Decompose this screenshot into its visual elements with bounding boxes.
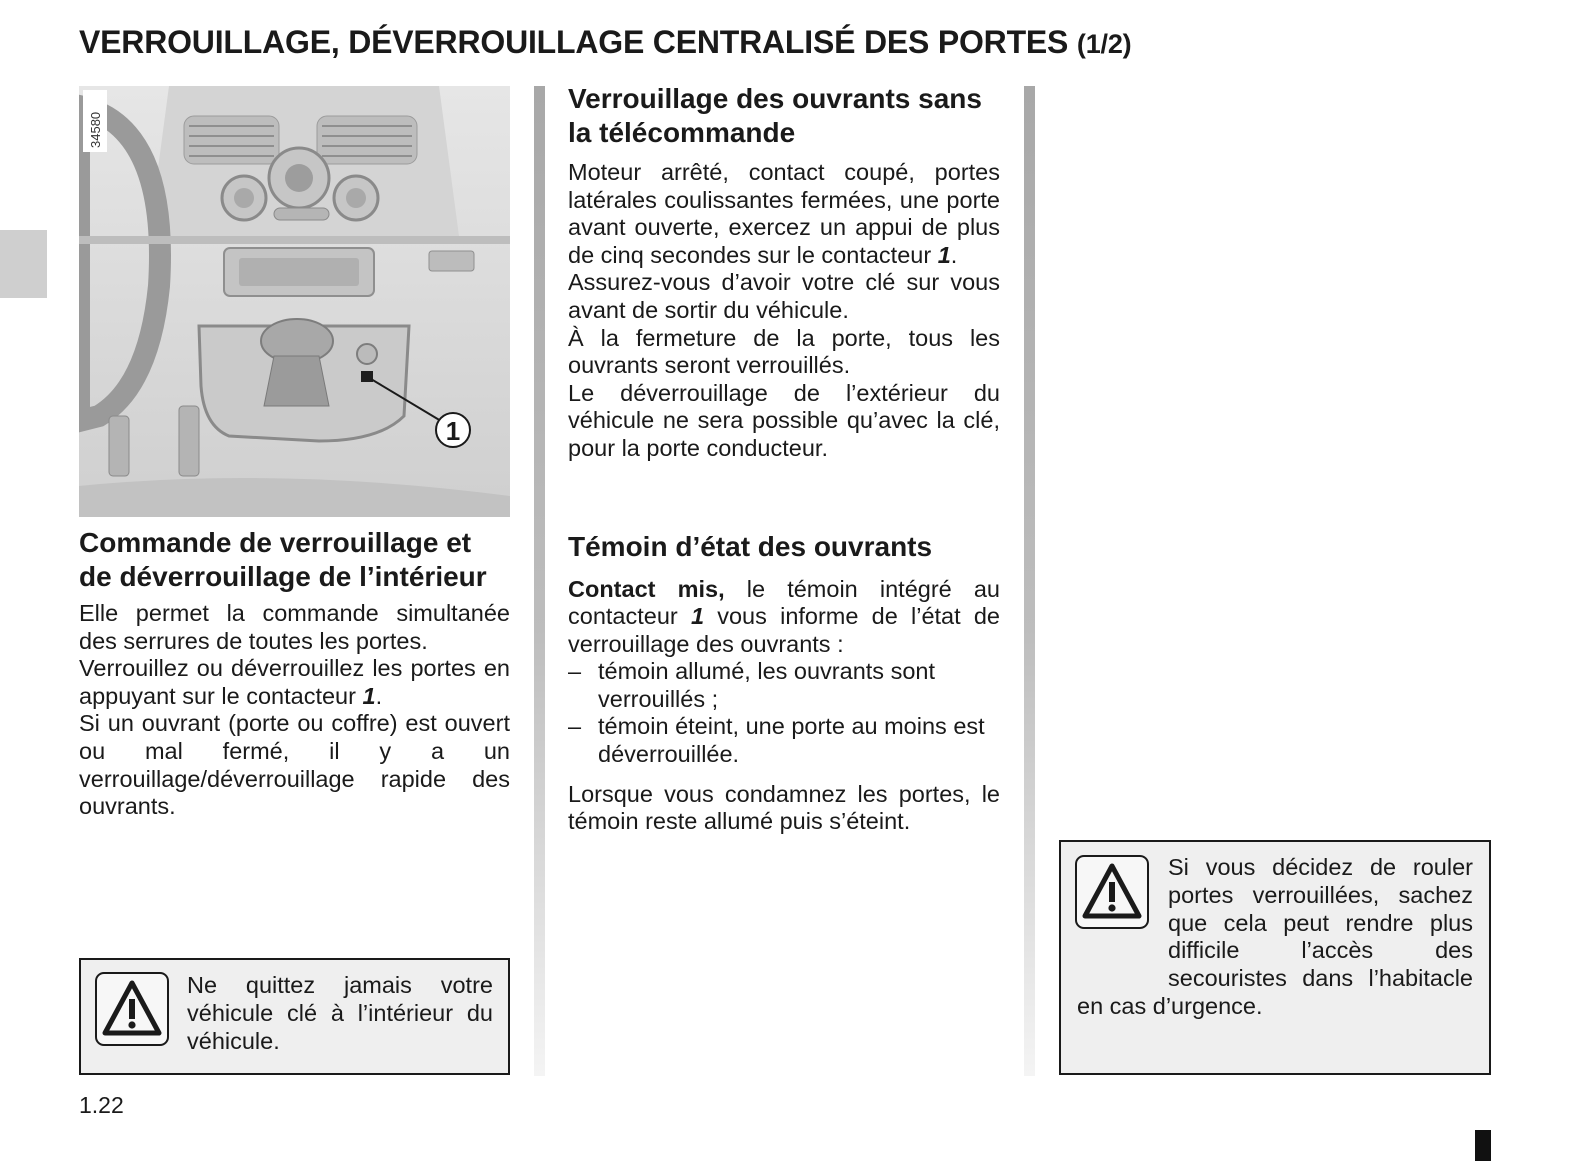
indicator-section xyxy=(568,530,1000,836)
interior-p1: Elle permet la commande simultanée des serrures de toutes les portes. xyxy=(79,600,510,654)
interior-p2: Verrouillez ou déverrouillez les portes en appuyant sur le contacteur 1. xyxy=(79,655,510,709)
list-item: – témoin éteint, une porte au moins est déverrouillée. xyxy=(568,713,1000,768)
list-item: – témoin allumé, les ouvrants sont verrouillés ; xyxy=(568,658,1000,713)
no-remote-heading: Verrouillage des ouvrants sans la télécommande xyxy=(568,83,982,148)
column-divider-1 xyxy=(534,86,545,1076)
indicator-intro: Contact mis, le témoin intégré au contacteur 1 vous informe de l’état de verrouillage des ouvrants : xyxy=(568,575,1001,657)
callout-number: 1 xyxy=(445,416,461,446)
page-number: 1.22 xyxy=(79,1092,124,1118)
indicator-heading: Témoin d’état des ouvrants xyxy=(568,531,933,562)
title-part: (1/2) xyxy=(1076,29,1132,59)
indicator-closing: Lorsque vous condamnez les portes, le témoin reste allumé puis s’éteint. xyxy=(568,780,1000,835)
page-title xyxy=(79,24,1131,61)
no-remote-p2: Assurez-vous d’avoir votre clé sur vous avant de sortir du véhicule. xyxy=(568,269,1000,323)
interior-heading: Commande de verrouillage et de déverrouillage de l’intérieur xyxy=(79,527,487,592)
figure-ref-number: 34580 xyxy=(88,111,103,148)
interior-p3: Si un ouvrant (porte ou coffre) est ouvert ou mal fermé, il y a un verrouillage/déverrouillage rapide des ouvrants. xyxy=(79,710,510,820)
page-corner-mark xyxy=(1475,1130,1491,1161)
no-remote-p3: À la fermeture de la porte, tous les ouvrants seront verrouillés. xyxy=(568,324,1000,379)
dashboard-illustration xyxy=(79,86,510,517)
indicator-list xyxy=(568,658,1000,768)
interior-section xyxy=(79,526,510,821)
dashboard-figure xyxy=(79,86,510,517)
column-divider-2 xyxy=(1024,86,1035,1076)
warning-triangle-icon xyxy=(95,972,169,1046)
warning-left-text: Ne quittez jamais votre véhicule clé à l’intérieur du véhicule. xyxy=(187,972,493,1054)
no-remote-p4: Le déverrouillage de l’extérieur du véhicule ne sera possible qu’avec la clé, pour la porte conducteur. xyxy=(568,379,1000,461)
warning-box-right xyxy=(1059,840,1491,1075)
no-remote-p1: Moteur arrêté, contact coupé, portes latérales coulissantes fermées, une porte avant ouverte, exercez un appui de plus de cinq secondes sur le contacteur 1. xyxy=(568,159,1000,268)
no-remote-section xyxy=(568,82,1000,463)
title-text: VERROUILLAGE, DÉVERROUILLAGE CENTRALISÉ DES PORTES xyxy=(79,24,1069,60)
warning-right-text: Si vous décidez de rouler portes verrouillées, sachez que cela peut rendre plus difficile l’accès des secouristes dans l’habitacle en cas d’urgence. xyxy=(1077,854,1473,1019)
chapter-tab xyxy=(0,230,47,298)
warning-box-left xyxy=(79,958,510,1075)
